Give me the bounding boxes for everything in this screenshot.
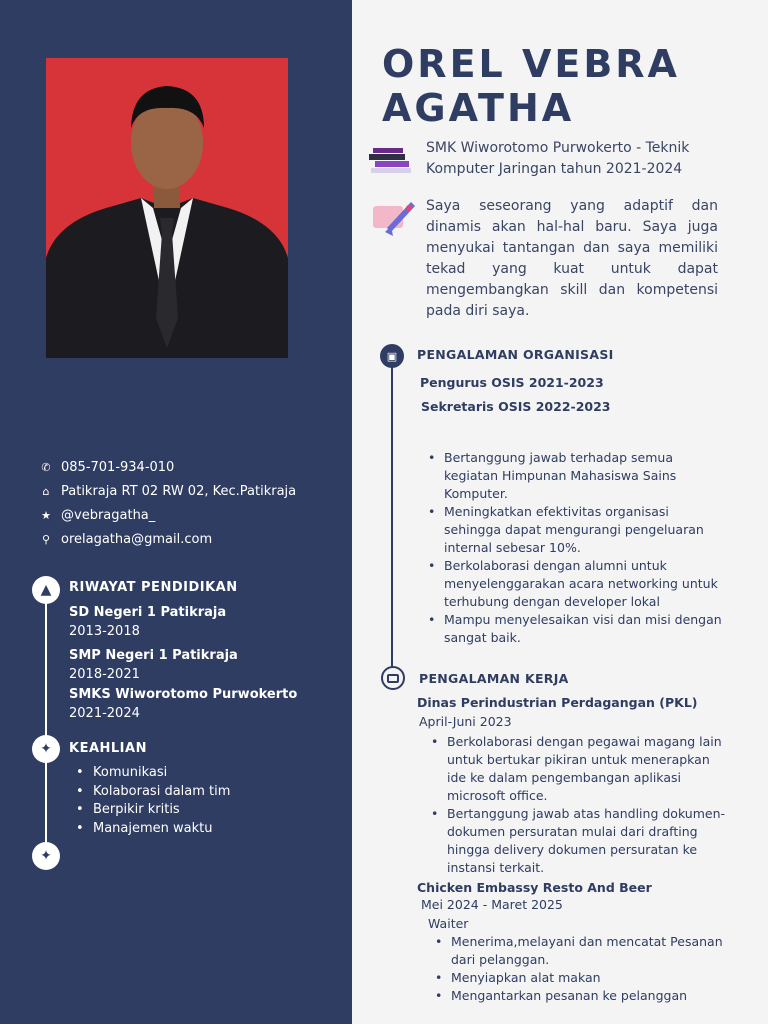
work-title: PENGALAMAN KERJA — [419, 671, 569, 686]
full-name — [382, 42, 680, 130]
organization-bullet: • Bertanggung jawab terhadap semua kegiatan Himpunan Mahasiswa Sains Komputer. — [428, 449, 728, 503]
home-icon: ⌂ — [42, 484, 50, 498]
skills-title: KEAHLIAN — [69, 741, 147, 756]
puzzle-icon: ✦ — [32, 842, 60, 870]
job-period: April-Juni 2023 — [419, 714, 512, 729]
main-timeline-line — [391, 356, 393, 676]
briefcase-icon — [381, 666, 405, 690]
puzzle-icon: ✦ — [32, 735, 60, 763]
address-text: Patikraja RT 02 RW 02, Kec.Patikraja — [61, 483, 297, 499]
profile-photo — [46, 58, 288, 358]
email-text: orelagatha@gmail.com — [61, 531, 213, 547]
skill-item: • Komunikasi — [76, 765, 230, 784]
job-bullet: • Menyiapkan alat makan — [435, 969, 727, 987]
organization-icon: ▣ — [380, 344, 404, 368]
contact-email — [38, 527, 296, 551]
job-company: Dinas Perindustrian Perdagangan (PKL) — [417, 695, 698, 710]
star-icon: ★ — [41, 508, 51, 522]
name-line-1: OREL VEBRA — [382, 42, 680, 86]
contact-address — [38, 479, 296, 503]
organization-bullet: • Meningkatkan efektivitas organisasi sehingga dapat mengurangi pengeluaran internal sebesar 10%. — [428, 503, 728, 557]
job-bullet: • Bertanggung jawab atas handling dokumen-dokumen persuratan mulai dari drafting hingga delivery dokumen persuratan ke instansi terkait. — [431, 805, 727, 877]
organization-role: Sekretaris OSIS 2022-2023 — [421, 399, 611, 414]
job-bullet: • Berkolaborasi dengan pegawai magang lain untuk bertukar pikiran untuk menerapkan ide ke dalam pengembangan aplikasi microsoft office. — [431, 733, 727, 805]
organization-title: PENGALAMAN ORGANISASI — [417, 347, 614, 362]
sidebar-timeline-line — [45, 590, 47, 855]
rocket-icon — [373, 198, 417, 242]
phone-icon: ✆ — [41, 460, 51, 474]
phone-text: 085-701-934-010 — [61, 459, 175, 475]
organization-role: Pengurus OSIS 2021-2023 — [420, 375, 604, 390]
about-summary: Saya seseorang yang adaptif dan dinamis akan hal-hal baru. Saya juga menyukai tantangan dan saya memiliki tekad yang kuat untuk dapat mengembangkan skill dan kompetensi pada diri saya. — [426, 198, 718, 319]
school-summary: SMK Wiworotomo Purwokerto - Teknik Komputer Jaringan tahun 2021-2024 — [426, 140, 690, 177]
name-line-2: AGATHA — [382, 86, 575, 130]
sidebar — [0, 0, 352, 1024]
skill-item: • Manajemen waktu — [76, 821, 230, 840]
job-bullet: • Menerima,melayani dan mencatat Pesanan dari pelanggan. — [435, 933, 727, 969]
skills-list — [76, 765, 230, 839]
job-company: Chicken Embassy Resto And Beer — [417, 880, 652, 895]
skill-item: • Kolaborasi dalam tim — [76, 784, 230, 803]
organization-bullet: • Berkolaborasi dengan alumni untuk menyelenggarakan acara networking untuk terhubung dengan developer lokal — [428, 557, 728, 611]
education-title: RIWAYAT PENDIDIKAN — [69, 580, 238, 595]
job-bullets — [435, 933, 727, 1005]
skill-item: • Berpikir kritis — [76, 802, 230, 821]
education-school: SMKS Wiworotomo Purwokerto — [69, 687, 298, 702]
education-years: 2013-2018 — [69, 624, 140, 639]
job-period: Mei 2024 - Maret 2025 — [421, 897, 563, 912]
education-school: SD Negeri 1 Patikraja — [69, 605, 227, 620]
social-text: @vebragatha_ — [61, 507, 156, 523]
education-years: 2018-2021 — [69, 667, 140, 682]
graduation-cap-icon: ▲ — [32, 576, 60, 604]
key-icon: ⚲ — [41, 532, 51, 546]
organization-bullet: • Mampu menyelesaikan visi dan misi dengan sangat baik. — [428, 611, 728, 647]
contact-phone — [38, 455, 296, 479]
contact-social — [38, 503, 296, 527]
organization-bullets — [428, 449, 728, 647]
job-role: Waiter — [428, 916, 469, 931]
education-years: 2021-2024 — [69, 706, 140, 721]
contact-list — [38, 455, 296, 551]
books-icon — [369, 146, 413, 178]
job-bullets — [431, 733, 727, 877]
education-school: SMP Negeri 1 Patikraja — [69, 648, 238, 663]
job-bullet: • Mengantarkan pesanan ke pelanggan — [435, 987, 727, 1005]
